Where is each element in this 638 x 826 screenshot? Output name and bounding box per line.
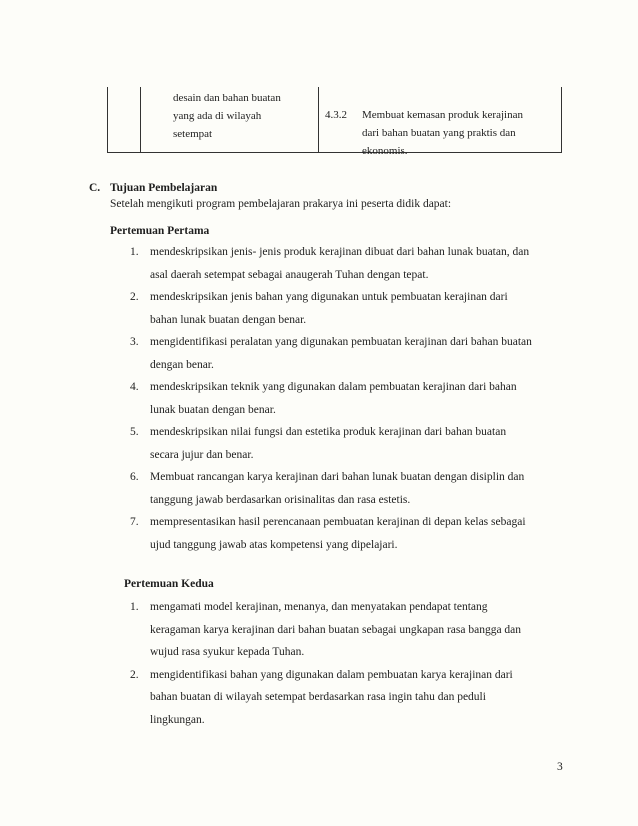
table-cell-left [140,87,319,152]
list-item-line: ujud tanggung jawab atas kompetensi yang dipelajari. [150,538,398,551]
table-right-text [362,106,557,160]
list-item-number: 1. [130,246,139,258]
list-item [130,596,570,664]
list-item-line: wujud rasa syukur kepada Tuhan. [150,646,305,658]
page-number: 3 [557,761,563,773]
table-left-text [173,89,281,143]
list-item-line: mempresentasikan hasil perencanaan pembuatan kerajinan di depan kelas sebagai [150,516,526,528]
section-letter: C. [89,182,101,194]
list-item [130,376,570,421]
section-intro: Setelah mengikuti program pembelajaran prakarya ini peserta didik dapat: [110,198,452,210]
list-item-line: mendeskripsikan jenis- jenis produk kerajinan dibuat dari bahan lunak buatan, dan [150,246,530,258]
list-item [130,331,570,376]
section-heading [89,182,217,194]
indicator-number: 4.3.2 [325,109,347,121]
list-item-number: 3. [130,336,139,348]
table-left-line: setempat [173,128,213,140]
list-item-line: mendeskripsikan teknik yang digunakan dalam pembuatan kerajinan dari bahan [150,381,517,393]
list-item [130,511,570,556]
table-right-line: Membuat kemasan produk kerajinan [362,109,523,121]
list-item-line: mendeskripsikan jenis bahan yang digunakan untuk pembuatan kerajinan dari [150,291,508,303]
meeting1-title: Pertemuan Pertama [110,225,210,237]
list-item-line: keragaman karya kerajinan dari bahan buatan sebagai ungkapan rasa bangga dan [150,623,522,636]
table-cell-empty [108,87,141,152]
list-item-line: secara jujur dan benar. [150,448,254,461]
list-item [130,664,570,732]
meeting1-objectives-list [130,241,570,556]
list-item-number: 4. [130,381,139,393]
list-item-number: 5. [130,426,139,438]
competency-table-fragment [107,87,562,157]
list-item-number: 1. [130,601,139,613]
list-item-line: lingkungan. [150,713,205,726]
list-item-line: mengidentifikasi bahan yang digunakan dalam pembuatan karya kerajinan dari [150,668,513,681]
list-item-line: asal daerah setempat sebagai anaugerah Tuhan dengan tepat. [150,268,429,281]
list-item [130,241,570,286]
section-title: Tujuan Pembelajaran [110,182,218,194]
list-item [130,466,570,511]
list-item-number: 7. [130,516,139,528]
list-item-number: 6. [130,471,139,483]
table-right-line: ekonomis. [362,145,408,157]
list-item-line: mengidentifikasi peralatan yang digunakan pembuatan kerajinan dari bahan buatan [150,336,532,348]
list-item-line: Membuat rancangan karya kerajinan dari bahan lunak buatan dengan disiplin dan [150,471,525,483]
list-item-line: dengan benar. [150,358,214,371]
list-item-line: tanggung jawab berdasarkan orisinalitas dan rasa estetis. [150,493,411,506]
list-item-line: mendeskripsikan nilai fungsi dan estetika produk kerajinan dari bahan buatan [150,426,507,438]
table-left-line: yang ada di wilayah [173,110,262,122]
list-item-number: 2. [130,291,139,303]
list-item [130,286,570,331]
list-item [130,421,570,466]
list-item-line: lunak buatan dengan benar. [150,403,276,416]
meeting2-objectives-list [130,596,570,731]
list-item-line: bahan buatan di wilayah setempat berdasarkan rasa ingin tahu dan peduli [150,691,486,703]
table-right-line: dari bahan buatan yang praktis dan [362,127,516,139]
meeting2-title: Pertemuan Kedua [124,578,214,590]
list-item-line: bahan lunak buatan dengan benar. [150,313,307,326]
list-item-line: mengamati model kerajinan, menanya, dan menyatakan pendapat tentang [150,601,488,613]
table-left-line: desain dan bahan buatan [173,92,281,104]
list-item-number: 2. [130,668,139,681]
